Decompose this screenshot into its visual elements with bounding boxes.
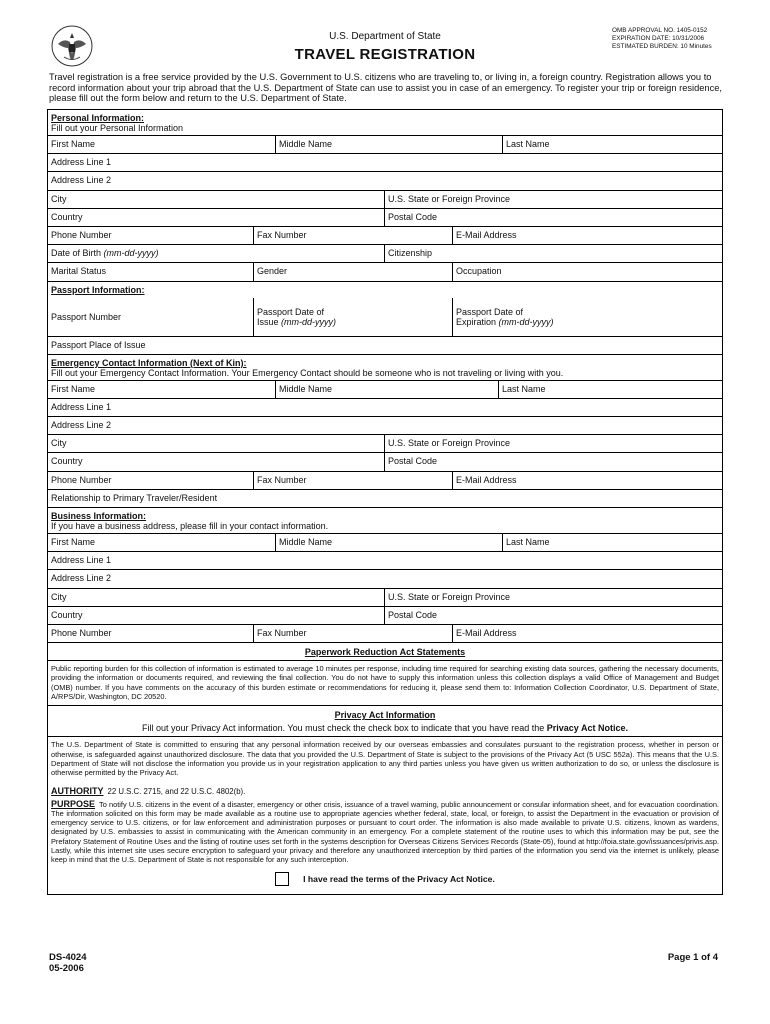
passport-place-row [48,336,722,354]
emergency-postal-field[interactable]: Postal Code [384,453,722,470]
business-heading: Business Information: [51,511,147,521]
personal-heading: Personal Information: [51,113,145,123]
passport-issue-date-field[interactable] [253,298,452,336]
personal-postal-field[interactable]: Postal Code [384,209,722,226]
omb-burden: ESTIMATED BURDEN: 10 Minutes [612,43,712,50]
privacy-acknowledgement [48,869,722,894]
emergency-relationship-row [48,489,722,507]
emergency-country-row [48,452,722,470]
emergency-subheading: Fill out your Emergency Contact Information. Your Emergency Contact should be someone who is not traveling or living with you. [51,367,564,378]
personal-dob-row [48,244,722,262]
registration-form [47,109,723,895]
intro-text: Travel registration is a free service provided by the U.S. Government to U.S. citizens who are traveling to, or living in, a foreign country. Registration allows you to record information about your trip abroad that the U.S. Department of State can use to assist you in case of an emergency. To register your trip or foreign residence, please fill out the form below and return to the U.S. Department of State. [49,72,722,103]
department-name: U.S. Department of State [329,31,441,42]
business-city-field[interactable]: City [51,591,67,602]
form-title: TRAVEL REGISTRATION [294,46,476,63]
privacy-text: The U.S. Department of State is committed to ensuring that any personal information received by our overseas embassies and consulates pursuant to the registration process, whether in person or otherwise, is safeguarded against unauthorized disclosure. The data that you provided the U.S. Department of State is subject to the provisions of the Privacy Act (5 USC 552a). This means that the U.S. Department of State will not disclose the information you provide us in your registration application to any third parties unless you have given us written authorization to do so, or unless the disclosure is otherwise permitted by the Privacy Act. [48,736,722,781]
privacy-ack-label: I have read the terms of the Privacy Act Notice. [303,873,495,884]
personal-state-field[interactable]: U.S. State or Foreign Province [384,191,722,208]
paperwork-text: Public reporting burden for this collection of information is estimated to average 10 minutes per response, including time required for searching existing data sources, gathering the necessary documents, providing the information or documents required, and reviewing the final collection. You do not have to supply this information unless this collection displays a valid Office of Management and Budget (OMB) number. If you have comments on the accuracy of this burden estimate or recommendations for reducing it, please send them to: Information Collection Coordinator, U.S. Department of State, A/RPS/Dir, Washington, DC 20520. [48,660,722,705]
business-phone-row [48,624,722,642]
business-subheading: If you have a business address, please fill in your contact information. [51,521,329,531]
emergency-country-field[interactable]: Country [51,456,83,467]
omb-expiration: EXPIRATION DATE: 10/31/2006 [612,35,705,42]
page-number: Page 1 of 4 [667,952,718,963]
emergency-middle-name-field[interactable]: Middle Name [275,381,498,398]
business-phone-field[interactable]: Phone Number [51,627,112,638]
personal-country-row [48,208,722,226]
emergency-last-name-field[interactable]: Last Name [498,381,722,398]
business-city-row [48,588,722,606]
passport-expiration-date-field[interactable] [452,298,722,336]
form-number [49,952,87,974]
passport-number-field[interactable]: Passport Number [51,311,122,322]
passport-section-header [48,281,722,298]
emergency-relationship-field[interactable]: Relationship to Primary Traveler/Resident [51,492,218,503]
form-number-code: DS-4024 [49,952,87,963]
emergency-city-row [48,434,722,452]
personal-email-field[interactable]: E-Mail Address [452,227,722,244]
authority-text: 22 U.S.C. 2715, and 22 U.S.C. 4802(b). [107,786,246,796]
form-revision-date: 05-2006 [49,963,84,974]
personal-name-row [48,135,722,153]
omb-approval-number: OMB APPROVAL NO. 1405-0152 [612,27,708,34]
purpose-label: PURPOSE [51,798,96,809]
business-section-header [48,507,722,533]
issue-label-2: Issue [257,316,282,327]
issue-format: (mm-dd-yyyy) [281,316,337,327]
business-country-field[interactable]: Country [51,609,83,620]
personal-section-header [48,110,722,135]
purpose-text: To notify U.S. citizens in the event of a disaster, emergency or other crisis, issuance of a travel warning, public announcement or consular information sheet, and for evacuation coordination. The information solicited on this form may be made available as a routine use to appropriate agencies whether federal, state, local, or foreign, to assist the Department in the evacuation or provision of emergency service to U.S. citizens, or for law enforcement and administration purposes or pursuant to court order. The information is also made available to private U.S. citizens, known as wardens, designated by U.S. embassies to assist in communicating with the American community in an emergency. For a complete statement of the routine uses to which this information may be put, see the Prefatory Statement of Routine Uses and the listing of routine uses set forth in the systems description for Overseas Citizens Services Records (State-05), found at http://foia.state.gov/issuances/privis.asp. Lastly, while this internet site uses secure encryption to safeguard your privacy and therefore any unauthorized interception by third parties of the information you send via the internet is unlikely, please keep in mind that the U.S. Department of State is not responsible for any such interception. [51,799,719,865]
privacy-sub-text: Fill out your Privacy Act information. You must check the check box to indicate that you have read the [142,723,547,734]
emergency-address1-row [48,398,722,416]
business-country-row [48,606,722,624]
personal-phone-field[interactable]: Phone Number [51,229,112,240]
personal-last-name-field[interactable]: Last Name [502,136,722,153]
privacy-ack-checkbox[interactable] [275,872,289,886]
personal-country-field[interactable]: Country [51,211,83,222]
personal-dob-field[interactable] [48,245,384,262]
emergency-name-row [48,380,722,398]
business-postal-field[interactable]: Postal Code [384,607,722,624]
business-address1-field[interactable]: Address Line 1 [51,555,112,566]
emergency-phone-field[interactable]: Phone Number [51,474,112,485]
business-state-field[interactable]: U.S. State or Foreign Province [384,589,722,606]
personal-marital-row [48,262,722,280]
exp-label-2: Expiration [456,316,499,327]
exp-label: Passport Date of [456,306,524,317]
issue-label: Passport Date of [257,306,325,317]
personal-subheading: Fill out your Personal Information [51,123,184,133]
business-name-row [48,533,722,551]
personal-address1-row [48,153,722,171]
business-address1-row [48,551,722,569]
business-middle-name-field[interactable]: Middle Name [275,534,502,551]
dob-format: (mm-dd-yyyy) [103,248,159,259]
personal-citizenship-field[interactable]: Citizenship [384,245,722,262]
emergency-phone-row [48,471,722,489]
personal-gender-field[interactable]: Gender [253,263,452,280]
personal-city-field[interactable]: City [51,193,67,204]
emergency-address1-field[interactable]: Address Line 1 [51,401,112,412]
personal-city-row [48,190,722,208]
personal-address2-row [48,171,722,189]
privacy-subheading [48,723,722,736]
business-first-name-field[interactable]: First Name [51,537,96,547]
authority-line [48,782,722,798]
emergency-section-header [48,354,722,380]
exp-format: (mm-dd-yyyy) [498,316,554,327]
emergency-address2-row [48,416,722,434]
privacy-sub-bold: Privacy Act Notice. [546,723,628,734]
personal-middle-name-field[interactable]: Middle Name [275,136,502,153]
purpose-paragraph [48,798,722,869]
personal-phone-row [48,226,722,244]
emergency-heading: Emergency Contact Information (Next of Kin): [51,357,247,368]
business-last-name-field[interactable]: Last Name [502,534,722,551]
personal-address2-field[interactable]: Address Line 2 [51,175,112,186]
business-fax-field[interactable]: Fax Number [253,625,452,642]
business-address2-row [48,569,722,587]
passport-place-field[interactable]: Passport Place of Issue [51,339,146,350]
authority-label: AUTHORITY [51,785,104,796]
emergency-email-field[interactable]: E-Mail Address [452,472,722,489]
personal-first-name-field[interactable]: First Name [51,139,96,149]
business-email-field[interactable]: E-Mail Address [452,625,722,642]
emergency-fax-field[interactable]: Fax Number [253,472,452,489]
personal-address1-field[interactable]: Address Line 1 [51,157,112,168]
passport-row [48,298,722,336]
emergency-state-field[interactable]: U.S. State or Foreign Province [384,435,722,452]
dob-label: Date of Birth [51,248,104,259]
business-address2-field[interactable]: Address Line 2 [51,573,112,584]
paperwork-heading: Paperwork Reduction Act Statements [48,642,722,660]
personal-fax-field[interactable]: Fax Number [253,227,452,244]
passport-heading: Passport Information: [51,284,145,295]
emergency-city-field[interactable]: City [51,438,67,449]
personal-occupation-field[interactable]: Occupation [452,263,722,280]
emergency-first-name-field[interactable]: First Name [51,383,96,394]
omb-approval [612,27,762,51]
personal-marital-field[interactable]: Marital Status [51,266,107,277]
privacy-heading: Privacy Act Information [48,705,722,723]
emergency-address2-field[interactable]: Address Line 2 [51,420,112,431]
